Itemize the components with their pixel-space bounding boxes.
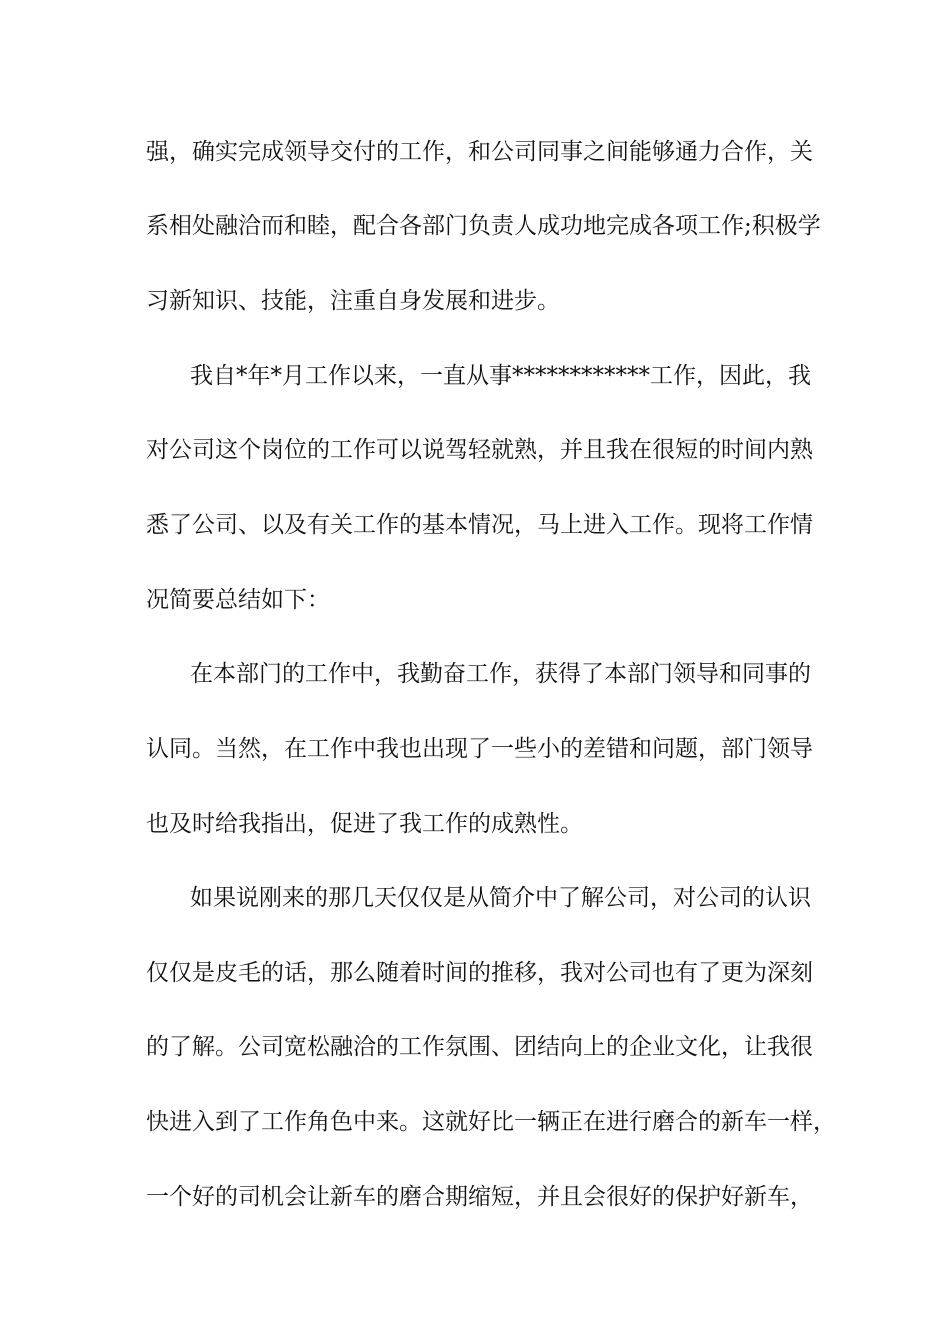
paragraph-first-line: 在本部门的工作中，我勤奋工作，获得了本部门领导和同事的 [190,661,811,687]
text-line: 也及时给我指出，促进了我工作的成熟性。 [146,811,583,837]
paragraph-first-line: 我自*年*月工作以来，一直从事************工作，因此，我 [190,363,811,389]
text-line: 悉了公司、以及有关工作的基本情况，马上进入工作。现将工作情 [146,512,813,538]
text-line: 认同。当然，在工作中我也出现了一些小的差错和问题，部门领导 [146,736,813,762]
text-line: 况简要总结如下： [146,587,330,613]
text-line: 仅仅是皮毛的话，那么随着时间的推移，我对公司也有了更为深刻 [146,960,813,986]
text-line: 习新知识、技能，注重自身发展和进步。 [146,288,560,314]
text-line: 系相处融洽而和睦，配合各部门负责人成功地完成各项工作;积极学 [146,213,821,239]
text-line: 对公司这个岗位的工作可以说驾轻就熟，并且我在很短的时间内熟 [146,437,813,463]
text-line: 一个好的司机会让新车的磨合期缩短，并且会很好的保护好新车， [146,1184,813,1210]
text-line: 强，确实完成领导交付的工作，和公司同事之间能够通力合作，关 [146,139,813,165]
text-line: 快进入到了工作角色中来。这就好比一辆正在进行磨合的新车一样， [146,1109,836,1135]
text-line: 的了解。公司宽松融洽的工作氛围、团结向上的企业文化，让我很 [146,1034,813,1060]
paragraph-first-line: 如果说刚来的那几天仅仅是从简介中了解公司，对公司的认识 [190,885,811,911]
